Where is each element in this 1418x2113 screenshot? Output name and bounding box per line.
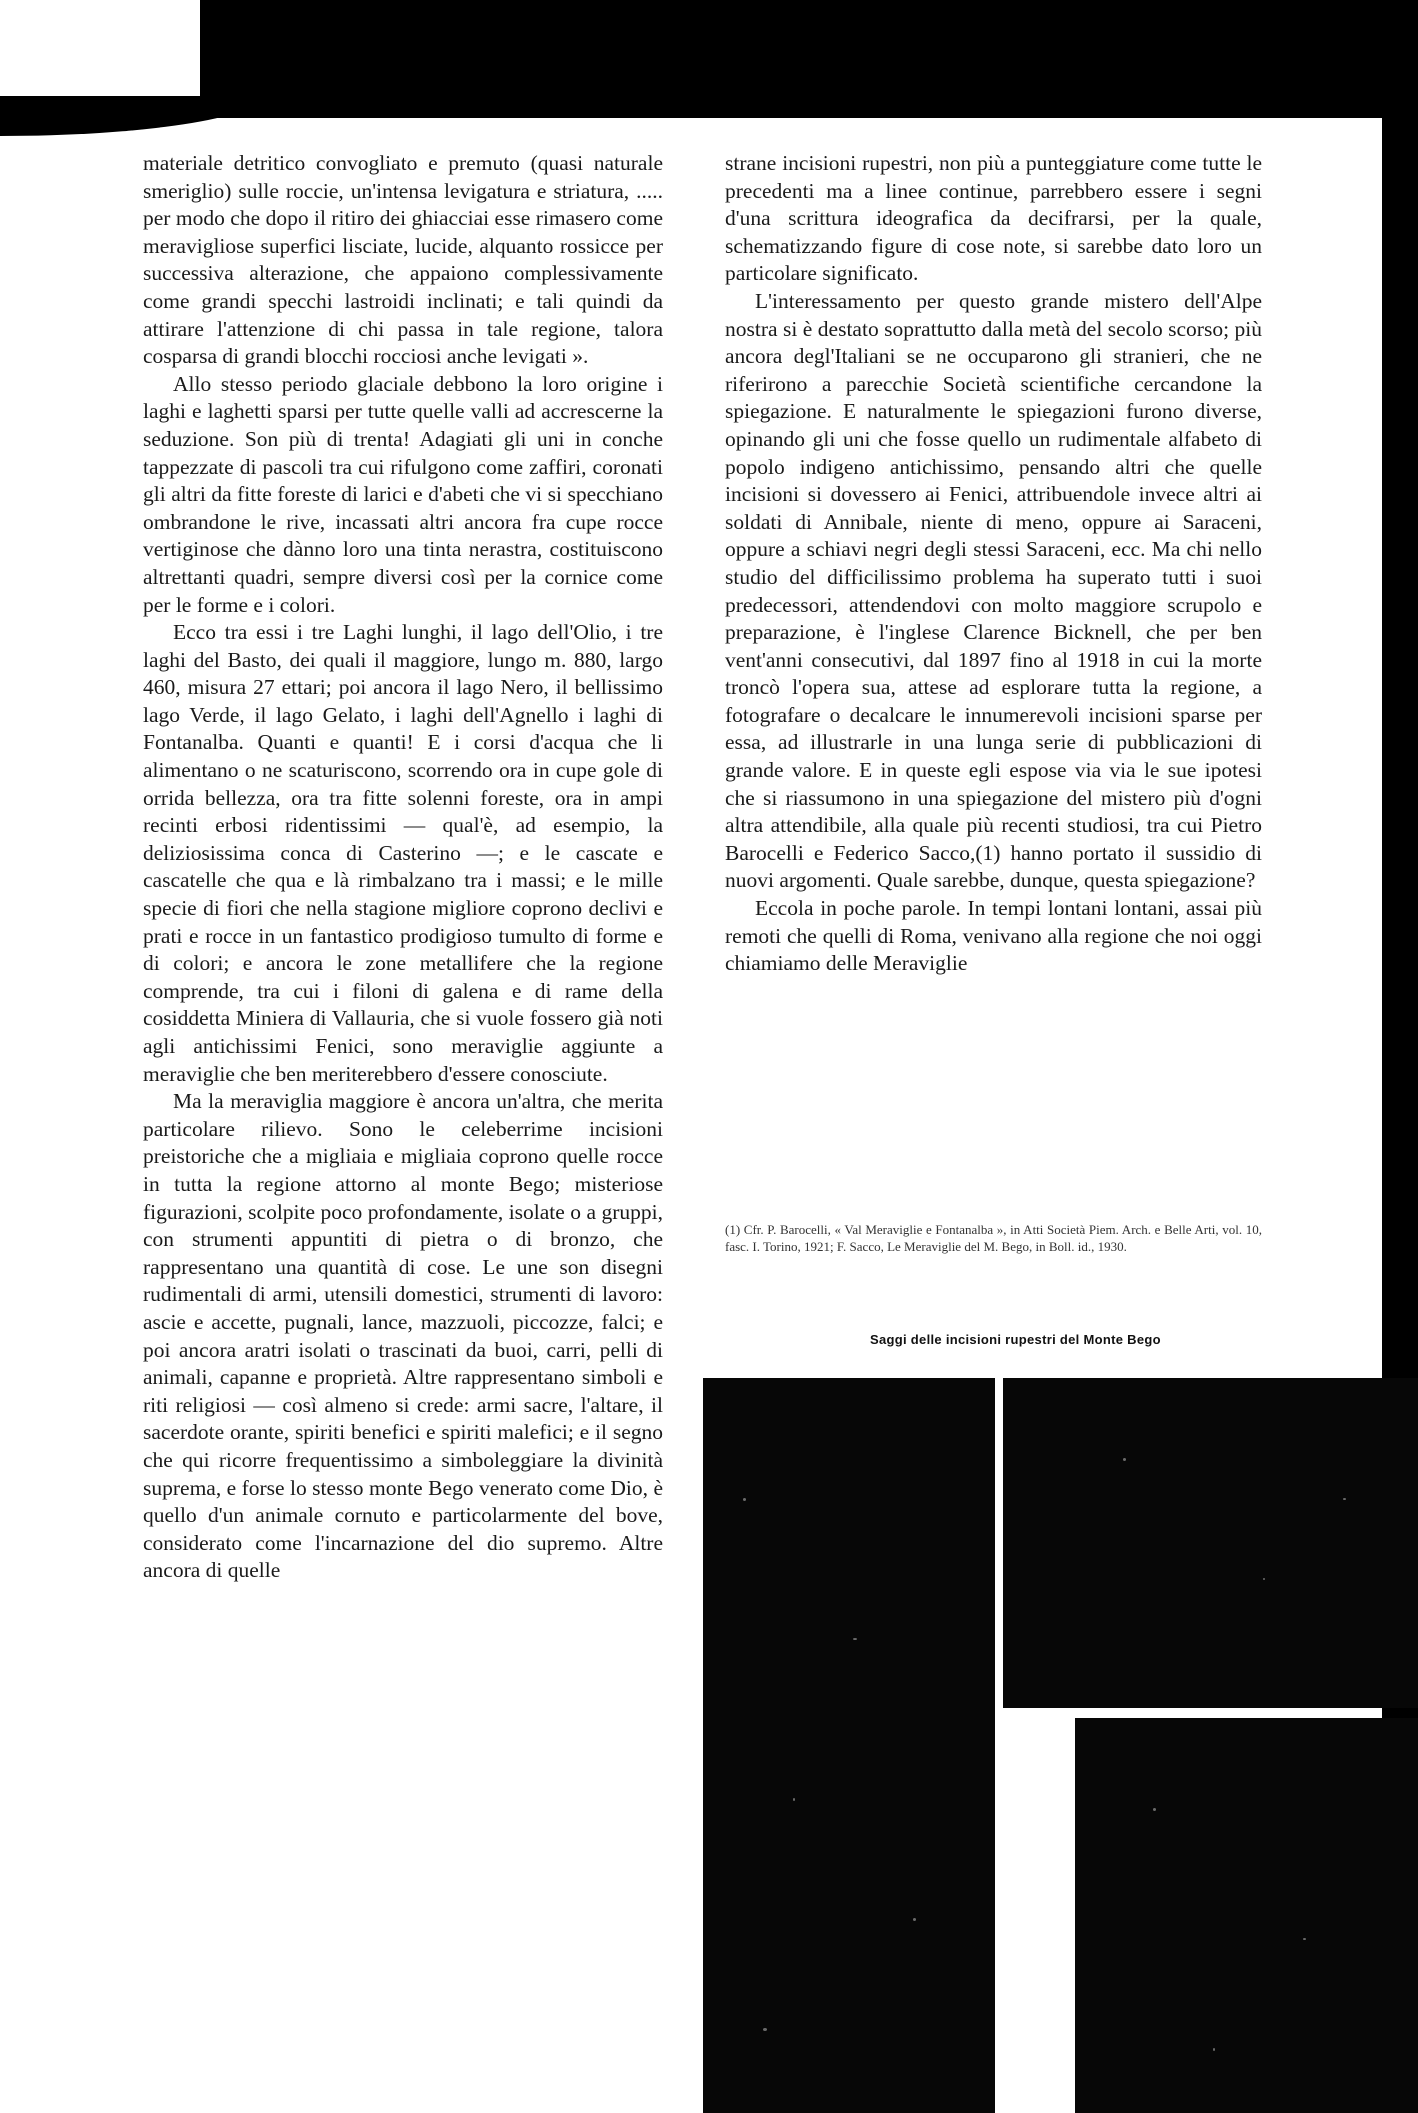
right-paragraph-1: strane incisioni rupestri, non più a punteggiature come tutte le precedenti ma a linee continue, parrebbero essere i segni d'una scrittura ideografica da decifrarsi, per la quale, schematizzando figure di cose note, si sarebbe dato loro un particolare significato. [725, 151, 1262, 286]
rock-engraving-photo-top-right [1003, 1378, 1418, 1708]
rock-engraving-photo-bottom-right [1003, 1718, 1418, 2113]
right-paragraph-3: Eccola in poche parole. In tempi lontani lontani, assai più remoti che quelli di Roma, venivano alla regione che noi oggi chiamiamo delle Meraviglie [725, 896, 1262, 976]
page-top-curve [0, 96, 260, 136]
rock-engraving-photo-left [703, 1378, 995, 2113]
right-text-column [725, 150, 1262, 978]
plate-caption: Saggi delle incisioni rupestri del Monte Bego [870, 1332, 1161, 1347]
left-paragraph-3: Ecco tra essi i tre Laghi lunghi, il lago dell'Olio, i tre laghi del Basto, dei quali il maggiore, lungo m. 880, largo 460, misura 27 ettari; poi ancora il lago Nero, il bellissimo lago Verde, il lago Gelato, i laghi dell'Agnello i laghi di Fontanalba. Quanti e quanti! E i corsi d'acqua che li alimentano o ne scaturiscono, scorrendo ora in cupe gole di orrida bellezza, ora tra fitte solenni foreste, ora in ampi recinti erbosi ridentissimi — qual'è, ad esempio, la deliziosissima conca di Casterino —; e le cascate e cascatelle che qua e là rimbalzano tra i massi; e le mille specie di fiori che nella stagione migliore coprono declivi e prati e rocce in un fantastico prodigioso tumulto di forme e di colori; e ancora le zone metallifere che la regione comprende, tra cui i filoni di galena e di rame della cosiddetta Miniera di Vallauria, che si vuole fossero già noti agli antichissimi Fenici, sono meraviglie aggiunte a meraviglie che ben meriterebbero d'essere conosciute. [143, 620, 663, 1086]
page-top-corner [0, 0, 200, 100]
left-paragraph-4: Ma la meraviglia maggiore è ancora un'altra, che merita particolare rilievo. Sono le celeberrime incisioni preistoriche che a migliaia e migliaia coprono quelle rocce in tutta la regione attorno al monte Bego; misteriose figurazioni, scolpite poco profondamente, isolate o a gruppi, con strumenti appuntiti di pietra o di bronzo, che rappresentano una quantità di cose. Le une son disegni rudimentali di armi, utensili domestici, strumenti di lavoro: ascie e accette, pugnali, lance, mazzuoli, piccozze, falci; e poi ancora aratri isolati o trascinati da buoi, carri, pelli di animali, capanne e proprietà. Altre rappresentano simboli e riti religiosi — così almeno si crede: armi sacre, l'altare, il sacerdote orante, spiriti benefici e spiriti malefici; e il segno che qui ricorre frequentissimo a simboleggiare la divinità suprema, e forse lo stesso monte Bego venerato come Dio, è quello d'un animale cornuto e particolarmente del bove, considerato come l'incarnazione del dio supremo. Altre ancora di quelle [143, 1089, 663, 1583]
left-paragraph-2: Allo stesso periodo glaciale debbono la loro origine i laghi e laghetti sparsi per tutte quelle valli ad accrescerne la seduzione. Son più di trenta! Adagiati gli uni in conche tappezzate di pascoli tra cui rifulgono come zaffiri, coronati gli altri da fitte foreste di larici e d'abeti che vi si specchiano ombrandone le rive, incassati altri ancora fra cupe rocce vertiginose che dànno loro una tinta nerastra, costituiscono altrettanti quadri, sempre diversi così per la cornice come per le forme e i colori. [143, 371, 663, 617]
footnote: (1) Cfr. P. Barocelli, « Val Meraviglie e Fontanalba », in Atti Società Piem. Arch. e Belle Arti, vol. 10, fasc. I. Torino, 1921; F. Sacco, Le Meraviglie del M. Bego, in Boll. id., 1930. [725, 1222, 1262, 1254]
left-paragraph-1: materiale detritico convogliato e premuto (quasi naturale smeriglio) sulle roccie, un'intensa levigatura e striatura, ..... per modo che dopo il ritiro dei ghiacciai esse rimasero come meravigliose superfici lisciate, lucide, alquanto rossicce per successiva alterazione, che appaiono complessivamente come grandi specchi lastroidi inclinati; e tali quindi da attirare l'attenzione di chi passa in tale regione, talora cosparsa di grandi blocchi rocciosi anche levigati ». [143, 151, 663, 369]
photo-white-margin [1003, 1718, 1075, 2113]
right-paragraph-2: L'interessamento per questo grande mistero dell'Alpe nostra si è destato soprattutto dalla metà del secolo scorso; più ancora degl'Italiani se ne occuparono gli stranieri, che ne riferirono a parecchie Società scientifiche cercandone la spiegazione. E naturalmente le spiegazioni furono diverse, opinando gli uni che fosse quello un rudimentale alfabeto di popolo indigeno antichissimo, pensando altri che quelle incisioni si dovessero ai Fenici, attribuendole invece altri ai soldati di Annibale, niente di meno, oppure ai Saraceni, oppure a schiavi negri degli stessi Saraceni, ecc. Ma chi nello studio del difficilissimo problema ha superato tutti i suoi predecessori, attendendovi con molto maggiore scrupolo e preparazione, è l'inglese Clarence Bicknell, che per ben vent'anni consecutivi, dal 1897 fino al 1918 in cui la morte troncò l'opera sua, attese ad esplorare tutta la regione, a fotografare o decalcare le innumerevoli incisioni sparse per essa, ad illustrarle in una lunga serie di pubblicazioni di grande valore. E in queste egli espose via via le sue ipotesi che si riassumono in una spiegazione del mistero più d'ogni altra attendibile, alla quale più recenti studiosi, tra cui Pietro Barocelli e Federico Sacco,(1) hanno portato il sussidio di nuovi argomenti. Quale sarebbe, dunque, questa spiegazione? [725, 288, 1262, 893]
left-text-column [143, 150, 663, 1585]
